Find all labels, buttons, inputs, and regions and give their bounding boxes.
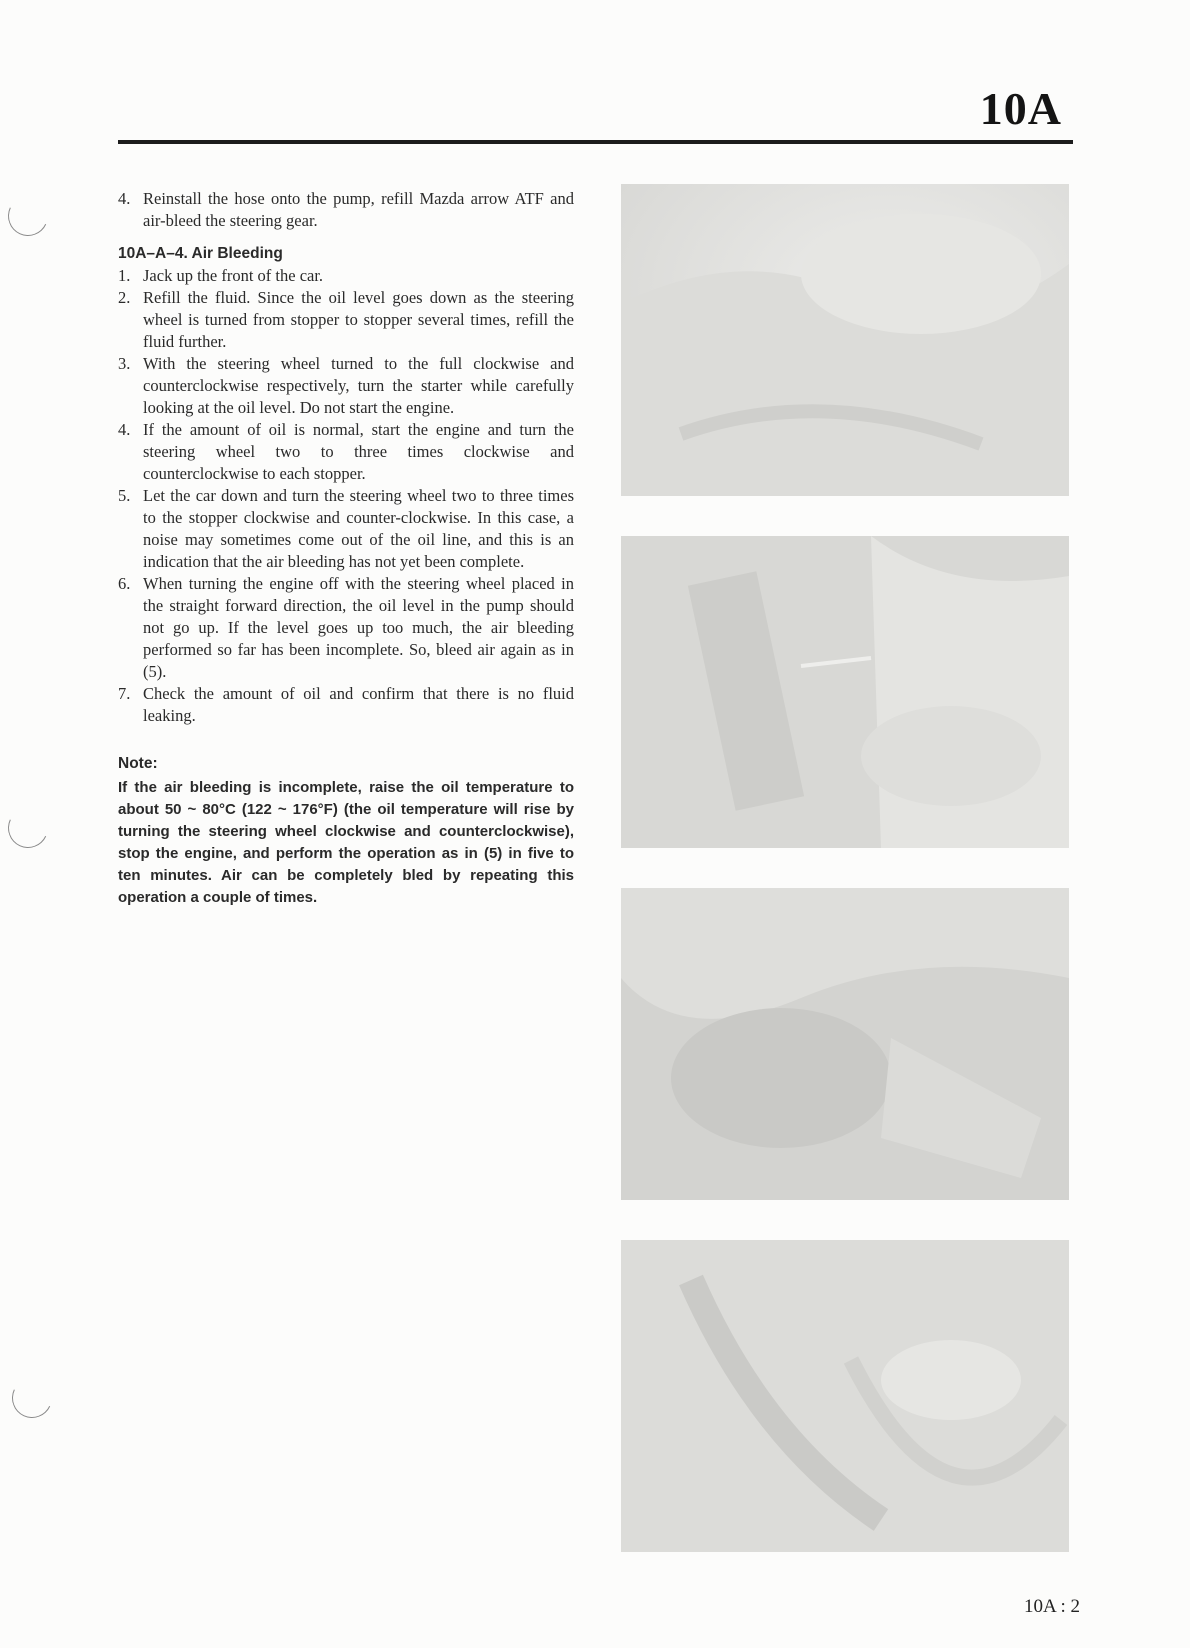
chapter-header: 10A [979,83,1062,134]
step-text: Reinstall the hose onto the pump, refill Mazda arrow ATF and air-bleed the steering gear. [143,189,574,230]
step-item [118,419,574,485]
instruction-column [118,188,574,909]
page-number: 10A : 2 [1024,1596,1080,1617]
step-text: Let the car down and turn the steering wheel two to three times to the stopper clockwise and counter-clockwise. In this case, a noise may sometimes come out of the oil line, and this is an indication that the air bleeding has not yet been complete. [143,486,574,571]
figure-photo [621,536,1069,848]
step-item [118,188,574,232]
note-body: If the air bleeding is incomplete, raise the oil temperature to about 50 ~ 80°C (122 ~ 176°F) (the oil temperature will rise by turning the steering wheel clockwise and counterclockwise), stop the engine, and perform the operation as in (5) in five to ten minutes. Air can be completely bled by repeating this operation a couple of times. [118,779,574,906]
step-number: 1. [118,266,131,285]
step-item [118,287,574,353]
step-text: Refill the fluid. Since the oil level goes down as the steering wheel is turned from stopper to stopper several times, refill the fluid further. [143,288,574,351]
header-rule [118,140,1073,144]
step-number: 5. [118,486,131,505]
step-number: 3. [118,354,131,373]
binder-hole-mark [2,802,53,853]
note-label: Note: [118,755,158,772]
step-item [118,573,574,683]
binder-hole-mark [2,190,53,241]
figure-photo [621,888,1069,1200]
binder-hole-mark [6,1372,57,1423]
step-text: When turning the engine off with the steering wheel placed in the straight forward direction, the oil level in the pump should not go up. If the level goes up too much, the air bleeding performed so far has been incomplete. So, bleed air again as in (5). [143,574,574,681]
step-item [118,485,574,573]
section-heading: 10A–A–4. Air Bleeding [118,245,283,262]
step-number: 6. [118,574,131,593]
step-text: If the amount of oil is normal, start the engine and turn the steering wheel two to three times clockwise and counterclockwise to each stopper. [143,420,574,483]
step-text: Jack up the front of the car. [143,266,324,285]
step-number: 2. [118,288,131,307]
step-item [118,353,574,419]
step-item [118,265,574,287]
step-number: 4. [118,189,131,208]
step-number: 4. [118,420,131,439]
figure-photo [621,1240,1069,1552]
figure-photo [621,184,1069,496]
step-item [118,683,574,727]
step-text: Check the amount of oil and confirm that there is no fluid leaking. [143,684,574,725]
step-text: With the steering wheel turned to the full clockwise and counterclockwise respectively, turn the starter while carefully looking at the oil level. Do not start the engine. [143,354,574,417]
step-number: 7. [118,684,131,703]
